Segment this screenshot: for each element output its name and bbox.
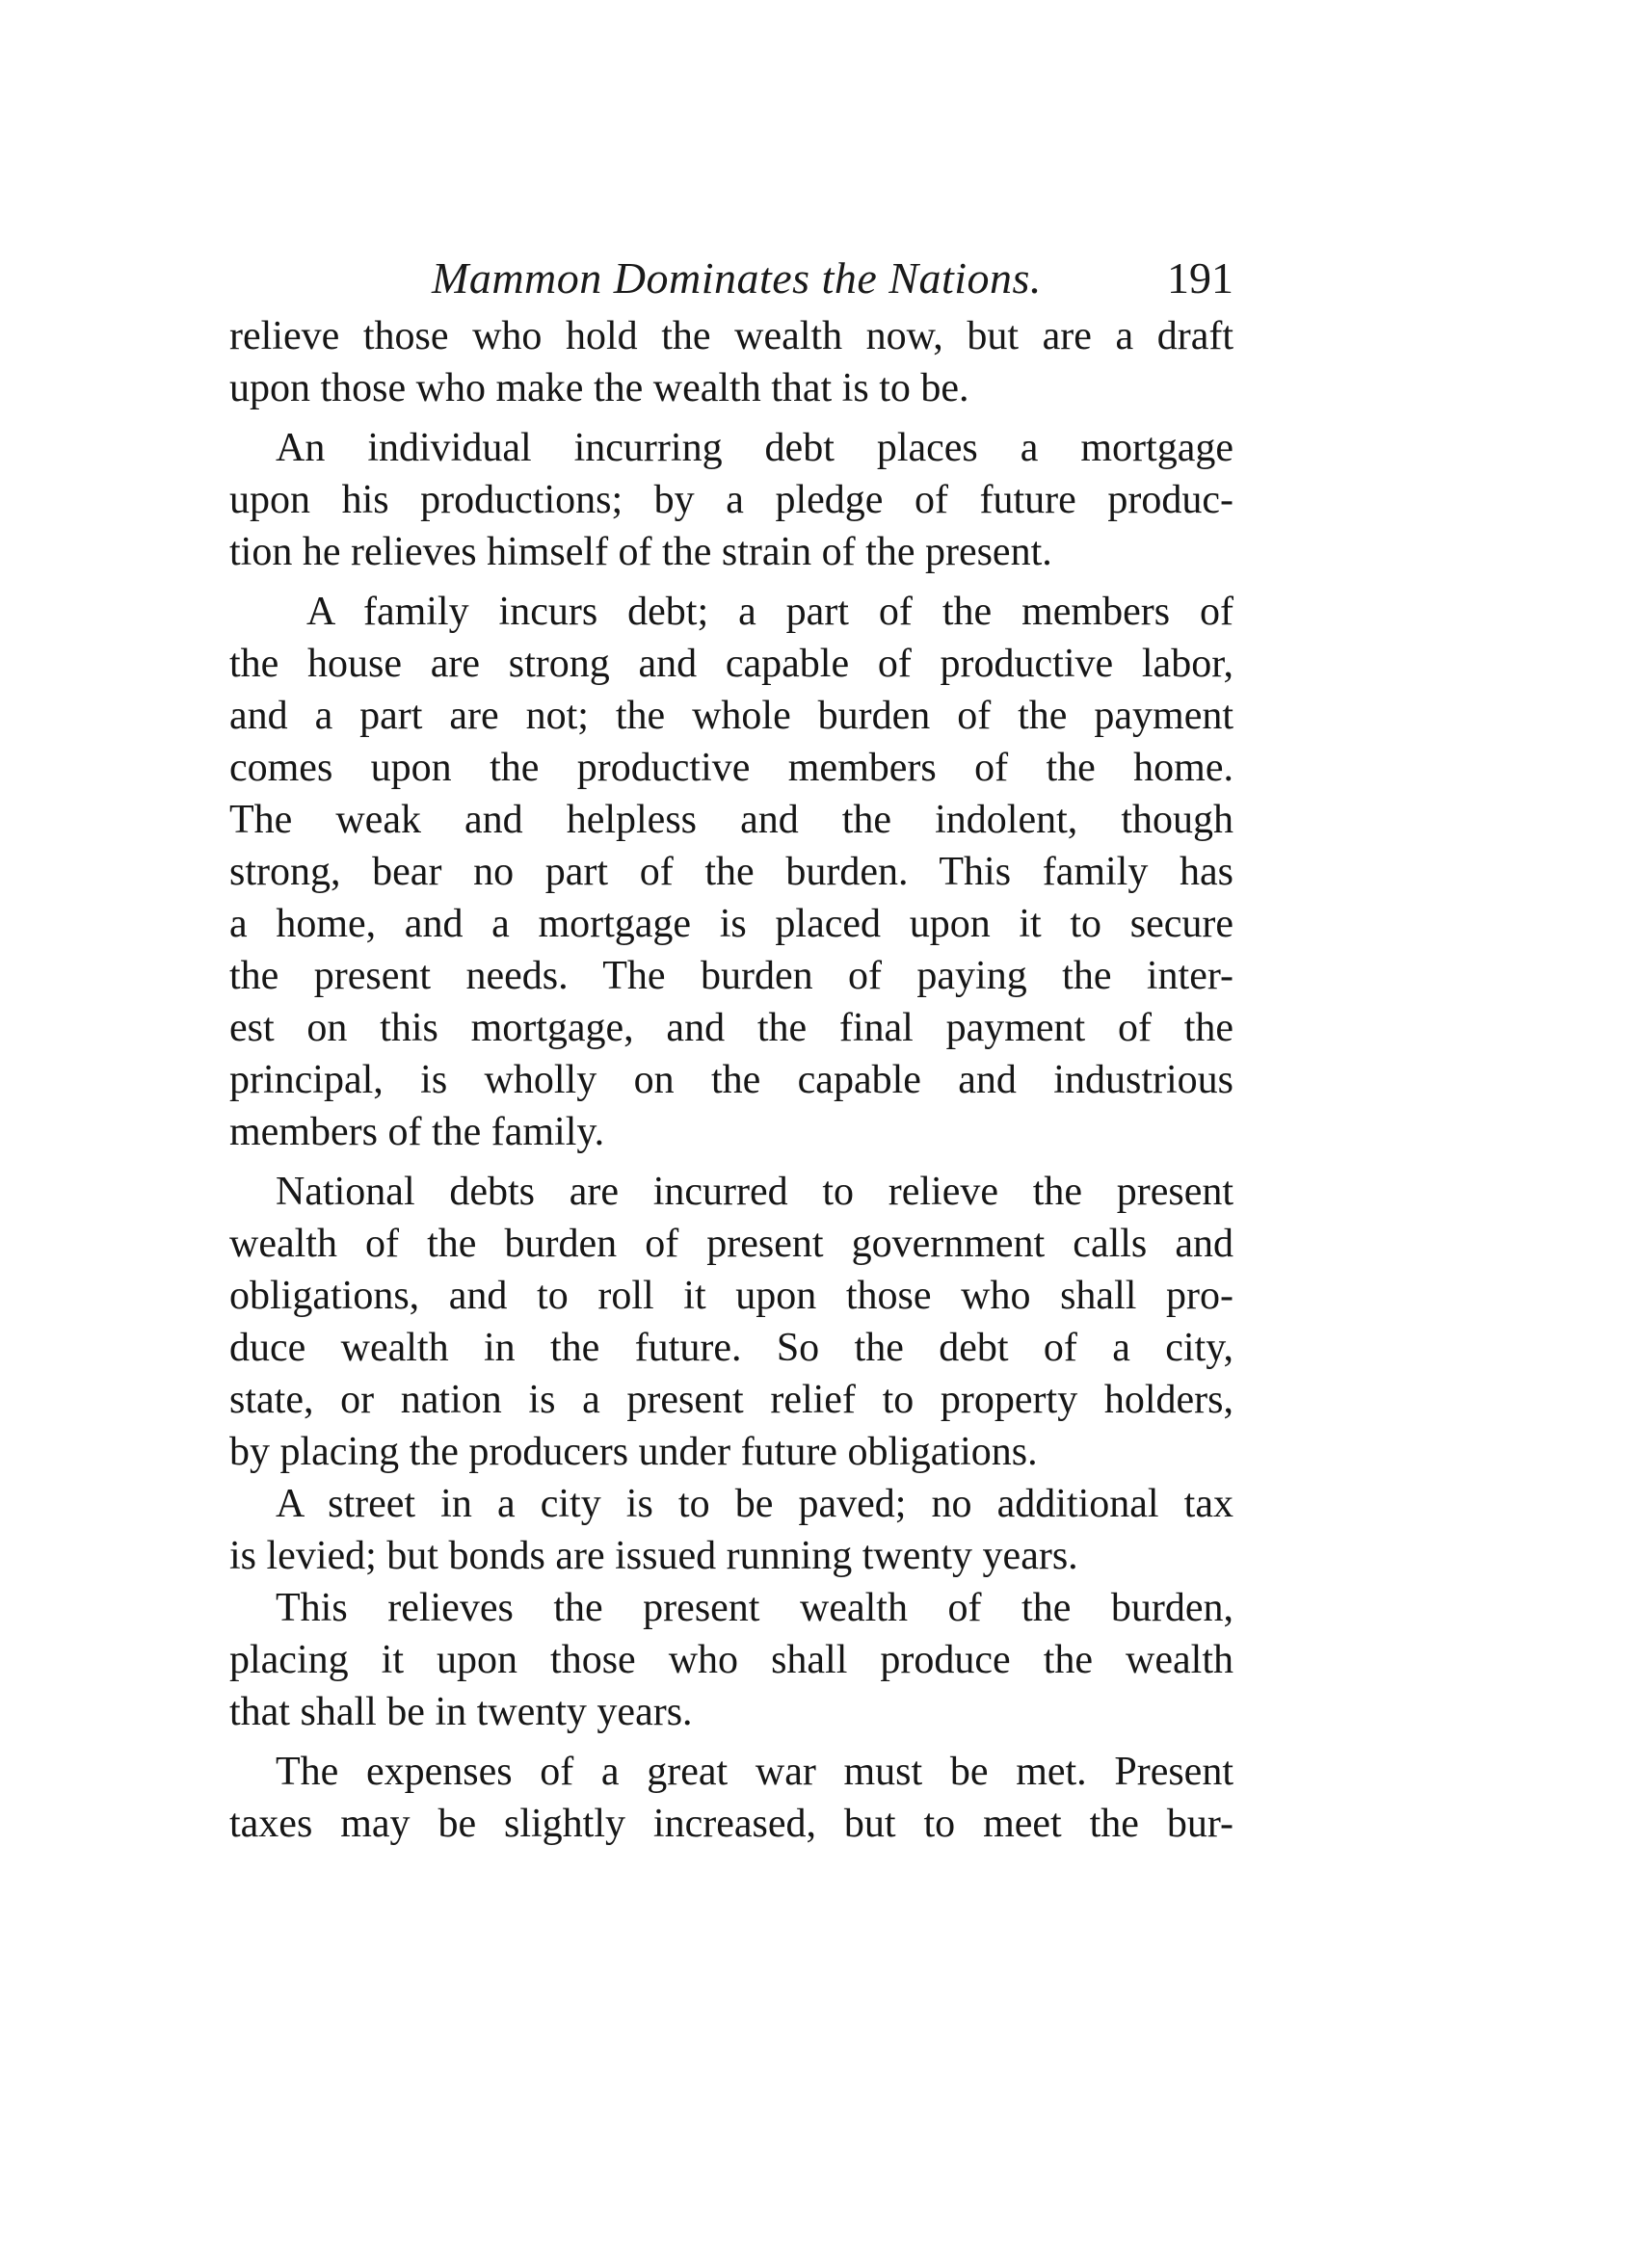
text-line: the house are strong and capable of productive labor, <box>229 642 1233 686</box>
text-line: tion he relieves himself of the strain of the present. <box>229 530 1052 574</box>
text-line: upon his productions; by a pledge of future produc- <box>229 478 1233 522</box>
text-line: A family incurs debt; a part of the members of <box>306 590 1233 634</box>
text-line: members of the family. <box>229 1110 605 1154</box>
text-line: The weak and helpless and the indolent, though <box>229 798 1233 842</box>
text-line: obligations, and to roll it upon those who shall pro- <box>229 1274 1233 1318</box>
text-line: relieve those who hold the wealth now, but are a draft <box>229 314 1233 358</box>
text-line: duce wealth in the future. So the debt of a city, <box>229 1326 1233 1370</box>
text-line: National debts are incurred to relieve the present <box>276 1170 1233 1214</box>
text-line: state, or nation is a present relief to property holders, <box>229 1378 1233 1422</box>
text-line: by placing the producers under future obligations. <box>229 1430 1038 1474</box>
body-text <box>229 310 1233 1850</box>
text-line: This relieves the present wealth of the burden, <box>276 1586 1233 1630</box>
text-line: is levied; but bonds are issued running twenty years. <box>229 1534 1078 1578</box>
text-line: An individual incurring debt places a mortgage <box>276 426 1233 470</box>
text-line: the present needs. The burden of paying the inter- <box>229 954 1233 998</box>
text-line: placing it upon those who shall produce the wealth <box>229 1638 1233 1682</box>
text-line: that shall be in twenty years. <box>229 1690 693 1734</box>
text-line: A street in a city is to be paved; no additional tax <box>276 1482 1233 1526</box>
page-number: 191 <box>1167 253 1233 303</box>
page-header <box>229 252 1233 310</box>
running-title: Mammon Dominates the Nations. <box>432 253 1042 303</box>
text-line: taxes may be slightly increased, but to meet the bur- <box>229 1802 1233 1846</box>
text-line: and a part are not; the whole burden of the payment <box>229 694 1233 738</box>
text-line: est on this mortgage, and the final payment of the <box>229 1006 1233 1050</box>
text-line: principal, is wholly on the capable and industrious <box>229 1058 1233 1102</box>
text-line: upon those who make the wealth that is to be. <box>229 366 969 410</box>
text-line: The expenses of a great war must be met. Present <box>276 1750 1233 1794</box>
text-line: strong, bear no part of the burden. This family has <box>229 850 1233 894</box>
text-line: comes upon the productive members of the home. <box>229 746 1233 790</box>
text-line: wealth of the burden of present government calls and <box>229 1222 1233 1266</box>
text-line: a home, and a mortgage is placed upon it to secure <box>229 902 1233 946</box>
